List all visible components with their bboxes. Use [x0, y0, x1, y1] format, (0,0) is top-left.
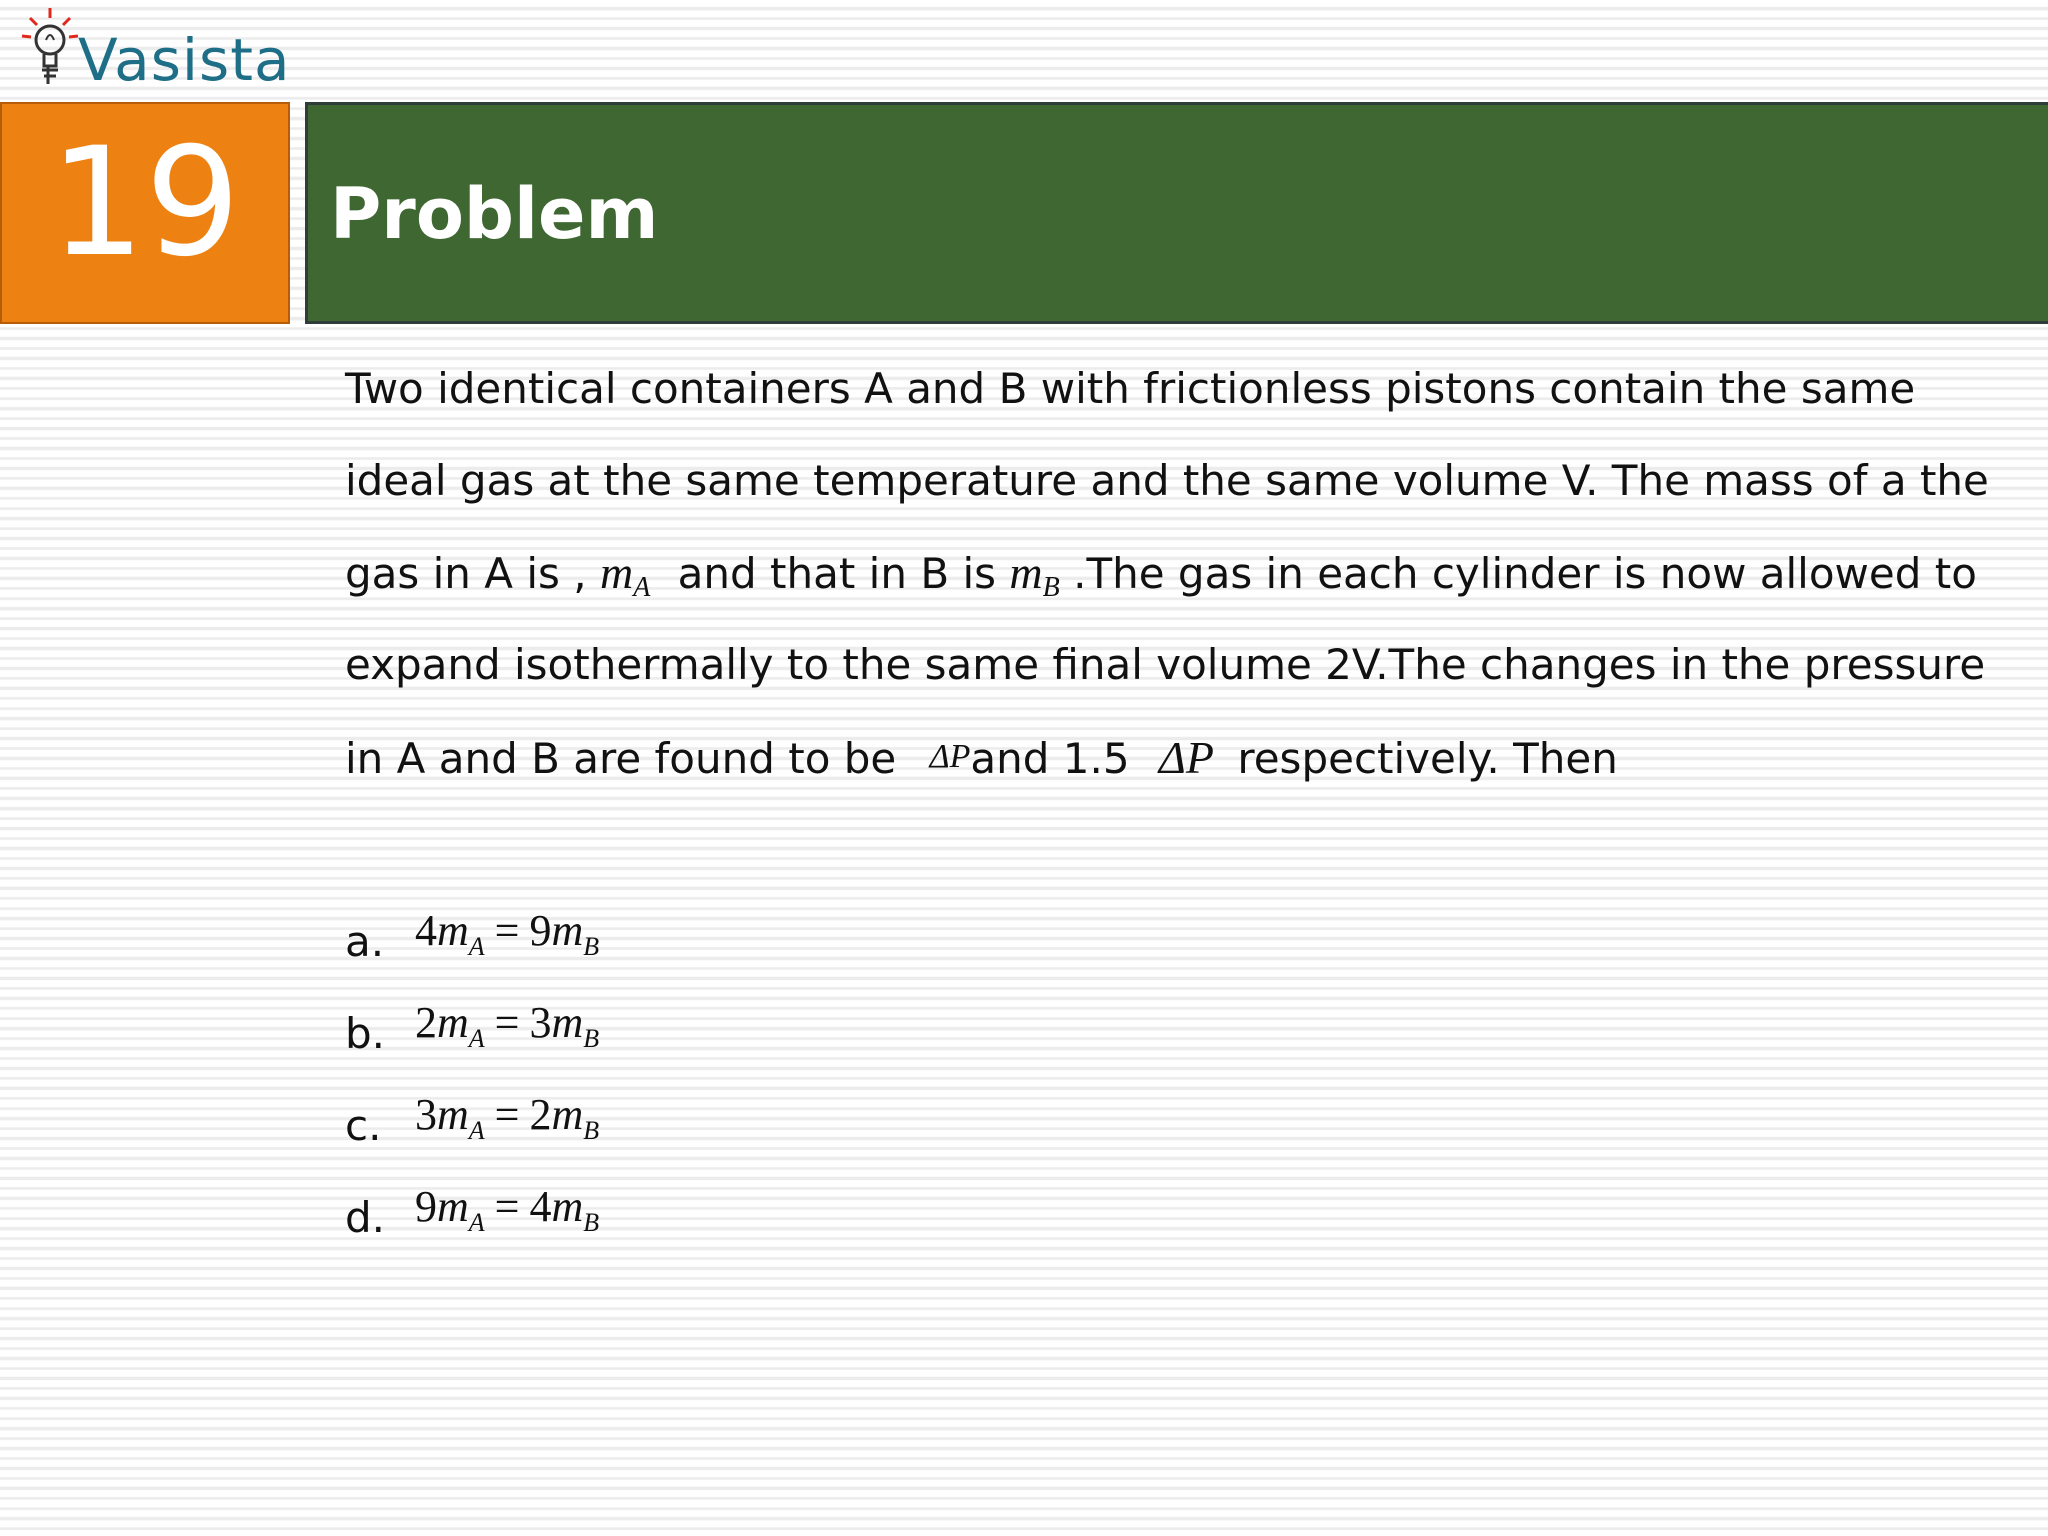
question-line-text: respectively. Then	[1237, 734, 1618, 783]
mass-a-symbol: $m_A$	[599, 547, 651, 603]
question-line-text: gas in A is ,	[345, 549, 587, 598]
question-line	[345, 362, 1985, 454]
question-line-text: and that in B is	[677, 549, 997, 598]
mass-b-symbol: $m_B$	[1009, 547, 1060, 603]
option-expression: $3m_A = 2m_B$	[415, 1090, 600, 1145]
question-line-text: .The gas in each cylinder is now allowed to	[1073, 549, 1977, 598]
bulb-icon	[20, 0, 80, 96]
option-letter: c.	[345, 1101, 382, 1150]
delta-p-symbol: ΔP	[929, 738, 971, 775]
question-line-text: in A and B are found to be	[345, 734, 897, 783]
option-expression: $2m_A = 3m_B$	[415, 998, 600, 1053]
slide-number: 19	[49, 116, 241, 290]
question-line-text: Two identical containers A and B with frictionless pistons contain the same	[345, 364, 1916, 413]
question-line-text: ideal gas at the same temperature and the same volume V. The mass of a the	[345, 456, 1989, 505]
title-bar	[305, 102, 2048, 324]
option-expression: $4m_A = 9m_B$	[415, 906, 600, 961]
option-letter: b.	[345, 1009, 386, 1058]
question-line-text: expand isothermally to the same final volume 2V.The changes in the pressure	[345, 640, 1986, 689]
logo	[20, 0, 290, 98]
slide-title: Problem	[330, 173, 659, 255]
question-line	[345, 638, 1985, 730]
delta-p-symbol: ΔP	[1158, 732, 1215, 783]
slide-number-box	[0, 102, 290, 324]
logo-text: Vasista	[78, 26, 291, 94]
option-expression: $9m_A = 4m_B$	[415, 1182, 600, 1237]
question-line	[345, 730, 1985, 822]
question-line	[345, 546, 1985, 638]
option-letter: d.	[345, 1193, 386, 1242]
option-letter: a.	[345, 917, 385, 966]
question-text	[345, 362, 1989, 822]
question-line-text: and 1.5	[970, 734, 1130, 783]
question-line	[345, 454, 1989, 546]
